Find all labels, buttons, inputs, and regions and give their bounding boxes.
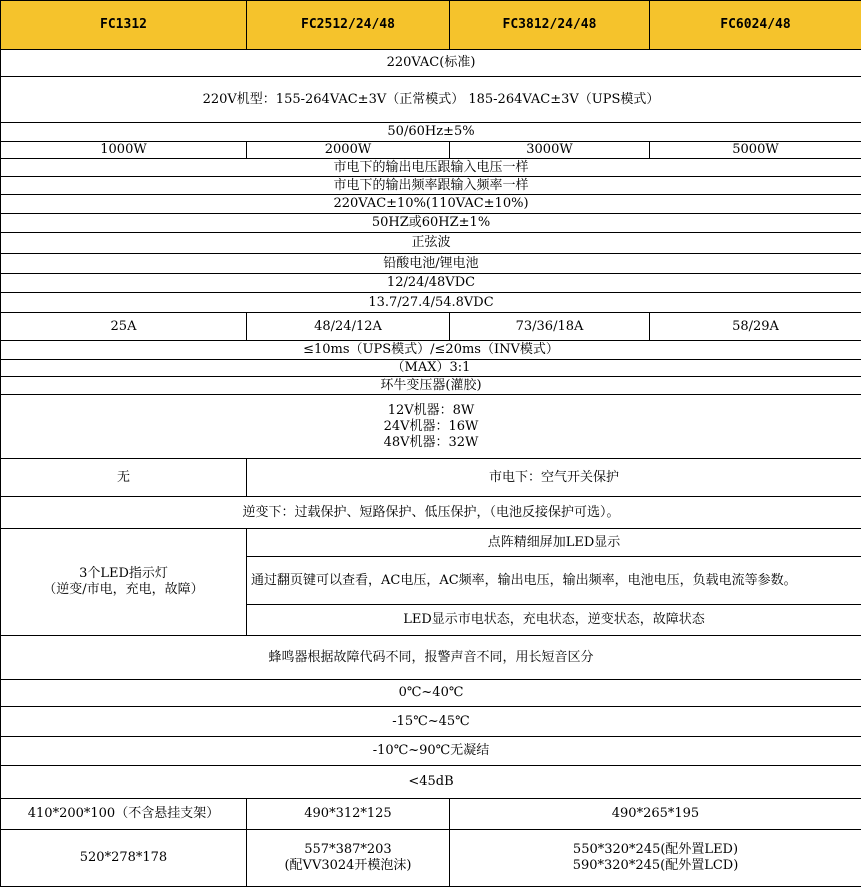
row-noise	[1, 766, 861, 799]
mains-protect-breaker: 市电下：空气开关保护	[247, 459, 861, 497]
pack-size-3-led: 550*320*245(配外置LED)	[572, 842, 739, 857]
standby-power-48v: 48V机器：32W	[383, 434, 479, 450]
row-standby-power	[1, 395, 861, 459]
input-freq-cell: 50/60Hz±5%	[1, 123, 861, 142]
op-temp-cell: 0℃~40℃	[1, 680, 861, 707]
row-transformer	[1, 377, 861, 395]
row-op-temp	[1, 680, 861, 707]
charge-current-cell-1: 25A	[1, 313, 247, 341]
header-model-4: FC6024/48	[650, 1, 861, 50]
row-battery-type	[1, 254, 861, 274]
led-indicator-desc: （逆变/市电，充电，故障）	[43, 582, 204, 597]
led-indicator-cell	[1, 529, 247, 636]
transformer-cell: 环牛变压器(灌胶)	[1, 377, 861, 395]
pack-size-2-note: (配VV3024开模泡沫)	[284, 858, 412, 873]
out-v-mains-cell: 市电下的输出电压跟输入电压一样	[1, 159, 861, 177]
float-voltage-cell: 13.7/27.4/54.8VDC	[1, 293, 861, 313]
row-inv-protect	[1, 497, 861, 529]
input-range-cell: 220V机型：155-264VAC±3V（正常模式） 185-264VAC±3V（UPS模式）	[1, 77, 861, 123]
battery-voltage-cell: 12/24/48VDC	[1, 274, 861, 293]
power-cell-4: 5000W	[650, 142, 861, 159]
header-model-1: FC1312	[1, 1, 247, 50]
waveform-cell: 正弦波	[1, 233, 861, 254]
row-crest-factor	[1, 360, 861, 377]
charge-current-cell-4: 58/29A	[650, 313, 861, 341]
row-input-freq	[1, 123, 861, 142]
lcd-params-cell: 通过翻页键可以查看，AC电压，AC频率，输出电压，输出频率，电池电压，负载电流等参数。	[247, 557, 861, 605]
row-mains-protect	[1, 459, 861, 497]
led-indicator-title: 3个LED指示灯	[79, 566, 168, 581]
row-humidity	[1, 737, 861, 766]
out-v-inv-cell: 220VAC±10%(110VAC±10%)	[1, 195, 861, 214]
transfer-time-cell: ≤10ms（UPS模式）/≤20ms（INV模式）	[1, 341, 861, 360]
humidity-cell: -10℃~90℃无凝结	[1, 737, 861, 766]
pack-size-cell-3	[450, 830, 861, 887]
header-model-2: FC2512/24/48	[247, 1, 450, 50]
row-pack-size	[1, 830, 861, 887]
row-out-v-inv	[1, 195, 861, 214]
standby-power-12v: 12V机器：8W	[387, 402, 475, 418]
row-transfer-time	[1, 341, 861, 360]
battery-type-cell: 铅酸电池/锂电池	[1, 254, 861, 274]
size-cell-2: 490*312*125	[247, 799, 450, 830]
size-cell-1: 410*200*100（不含悬挂支架）	[1, 799, 247, 830]
lcd-display-cell: 点阵精细屏加LED显示	[247, 529, 861, 557]
pack-size-2-dims: 557*387*203	[304, 842, 392, 857]
power-cell-2: 2000W	[247, 142, 450, 159]
row-battery-voltage	[1, 274, 861, 293]
row-buzzer	[1, 636, 861, 680]
charge-current-cell-2: 48/24/12A	[247, 313, 450, 341]
row-charge-current	[1, 313, 861, 341]
pack-size-cell-1: 520*278*178	[1, 830, 247, 887]
standby-power-cell	[1, 395, 861, 459]
standby-power-24v: 24V机器：16W	[383, 418, 479, 434]
row-waveform	[1, 233, 861, 254]
crest-factor-cell: （MAX）3:1	[1, 360, 861, 377]
row-size	[1, 799, 861, 830]
size-cell-3: 490*265*195	[450, 799, 861, 830]
out-f-mains-cell: 市电下的输出频率跟输入频率一样	[1, 177, 861, 195]
row-display-1	[1, 529, 861, 557]
row-input-voltage	[1, 50, 861, 77]
led-status-cell: LED显示市电状态，充电状态，逆变状态，故障状态	[247, 605, 861, 636]
noise-cell: <45dB	[1, 766, 861, 799]
store-temp-cell: -15℃~45℃	[1, 707, 861, 737]
header-model-3: FC3812/24/48	[450, 1, 650, 50]
row-out-v-mains	[1, 159, 861, 177]
row-store-temp	[1, 707, 861, 737]
power-cell-3: 3000W	[450, 142, 650, 159]
pack-size-3-lcd: 590*320*245(配外置LCD)	[572, 858, 739, 873]
charge-current-cell-3: 73/36/18A	[450, 313, 650, 341]
out-f-inv-cell: 50HZ或60HZ±1%	[1, 214, 861, 233]
mains-protect-none: 无	[1, 459, 247, 497]
row-out-f-mains	[1, 177, 861, 195]
input-voltage-cell: 220VAC(标准)	[1, 50, 861, 77]
inv-protect-cell: 逆变下：过载保护、短路保护、低压保护，（电池反接保护可选）。	[1, 497, 861, 529]
power-cell-1: 1000W	[1, 142, 247, 159]
row-input-range	[1, 77, 861, 123]
header-row	[1, 1, 861, 50]
buzzer-cell: 蜂鸣器根据故障代码不同，报警声音不同，用长短音区分	[1, 636, 861, 680]
row-out-f-inv	[1, 214, 861, 233]
row-power	[1, 142, 861, 159]
pack-size-cell-2	[247, 830, 450, 887]
row-float-voltage	[1, 293, 861, 313]
